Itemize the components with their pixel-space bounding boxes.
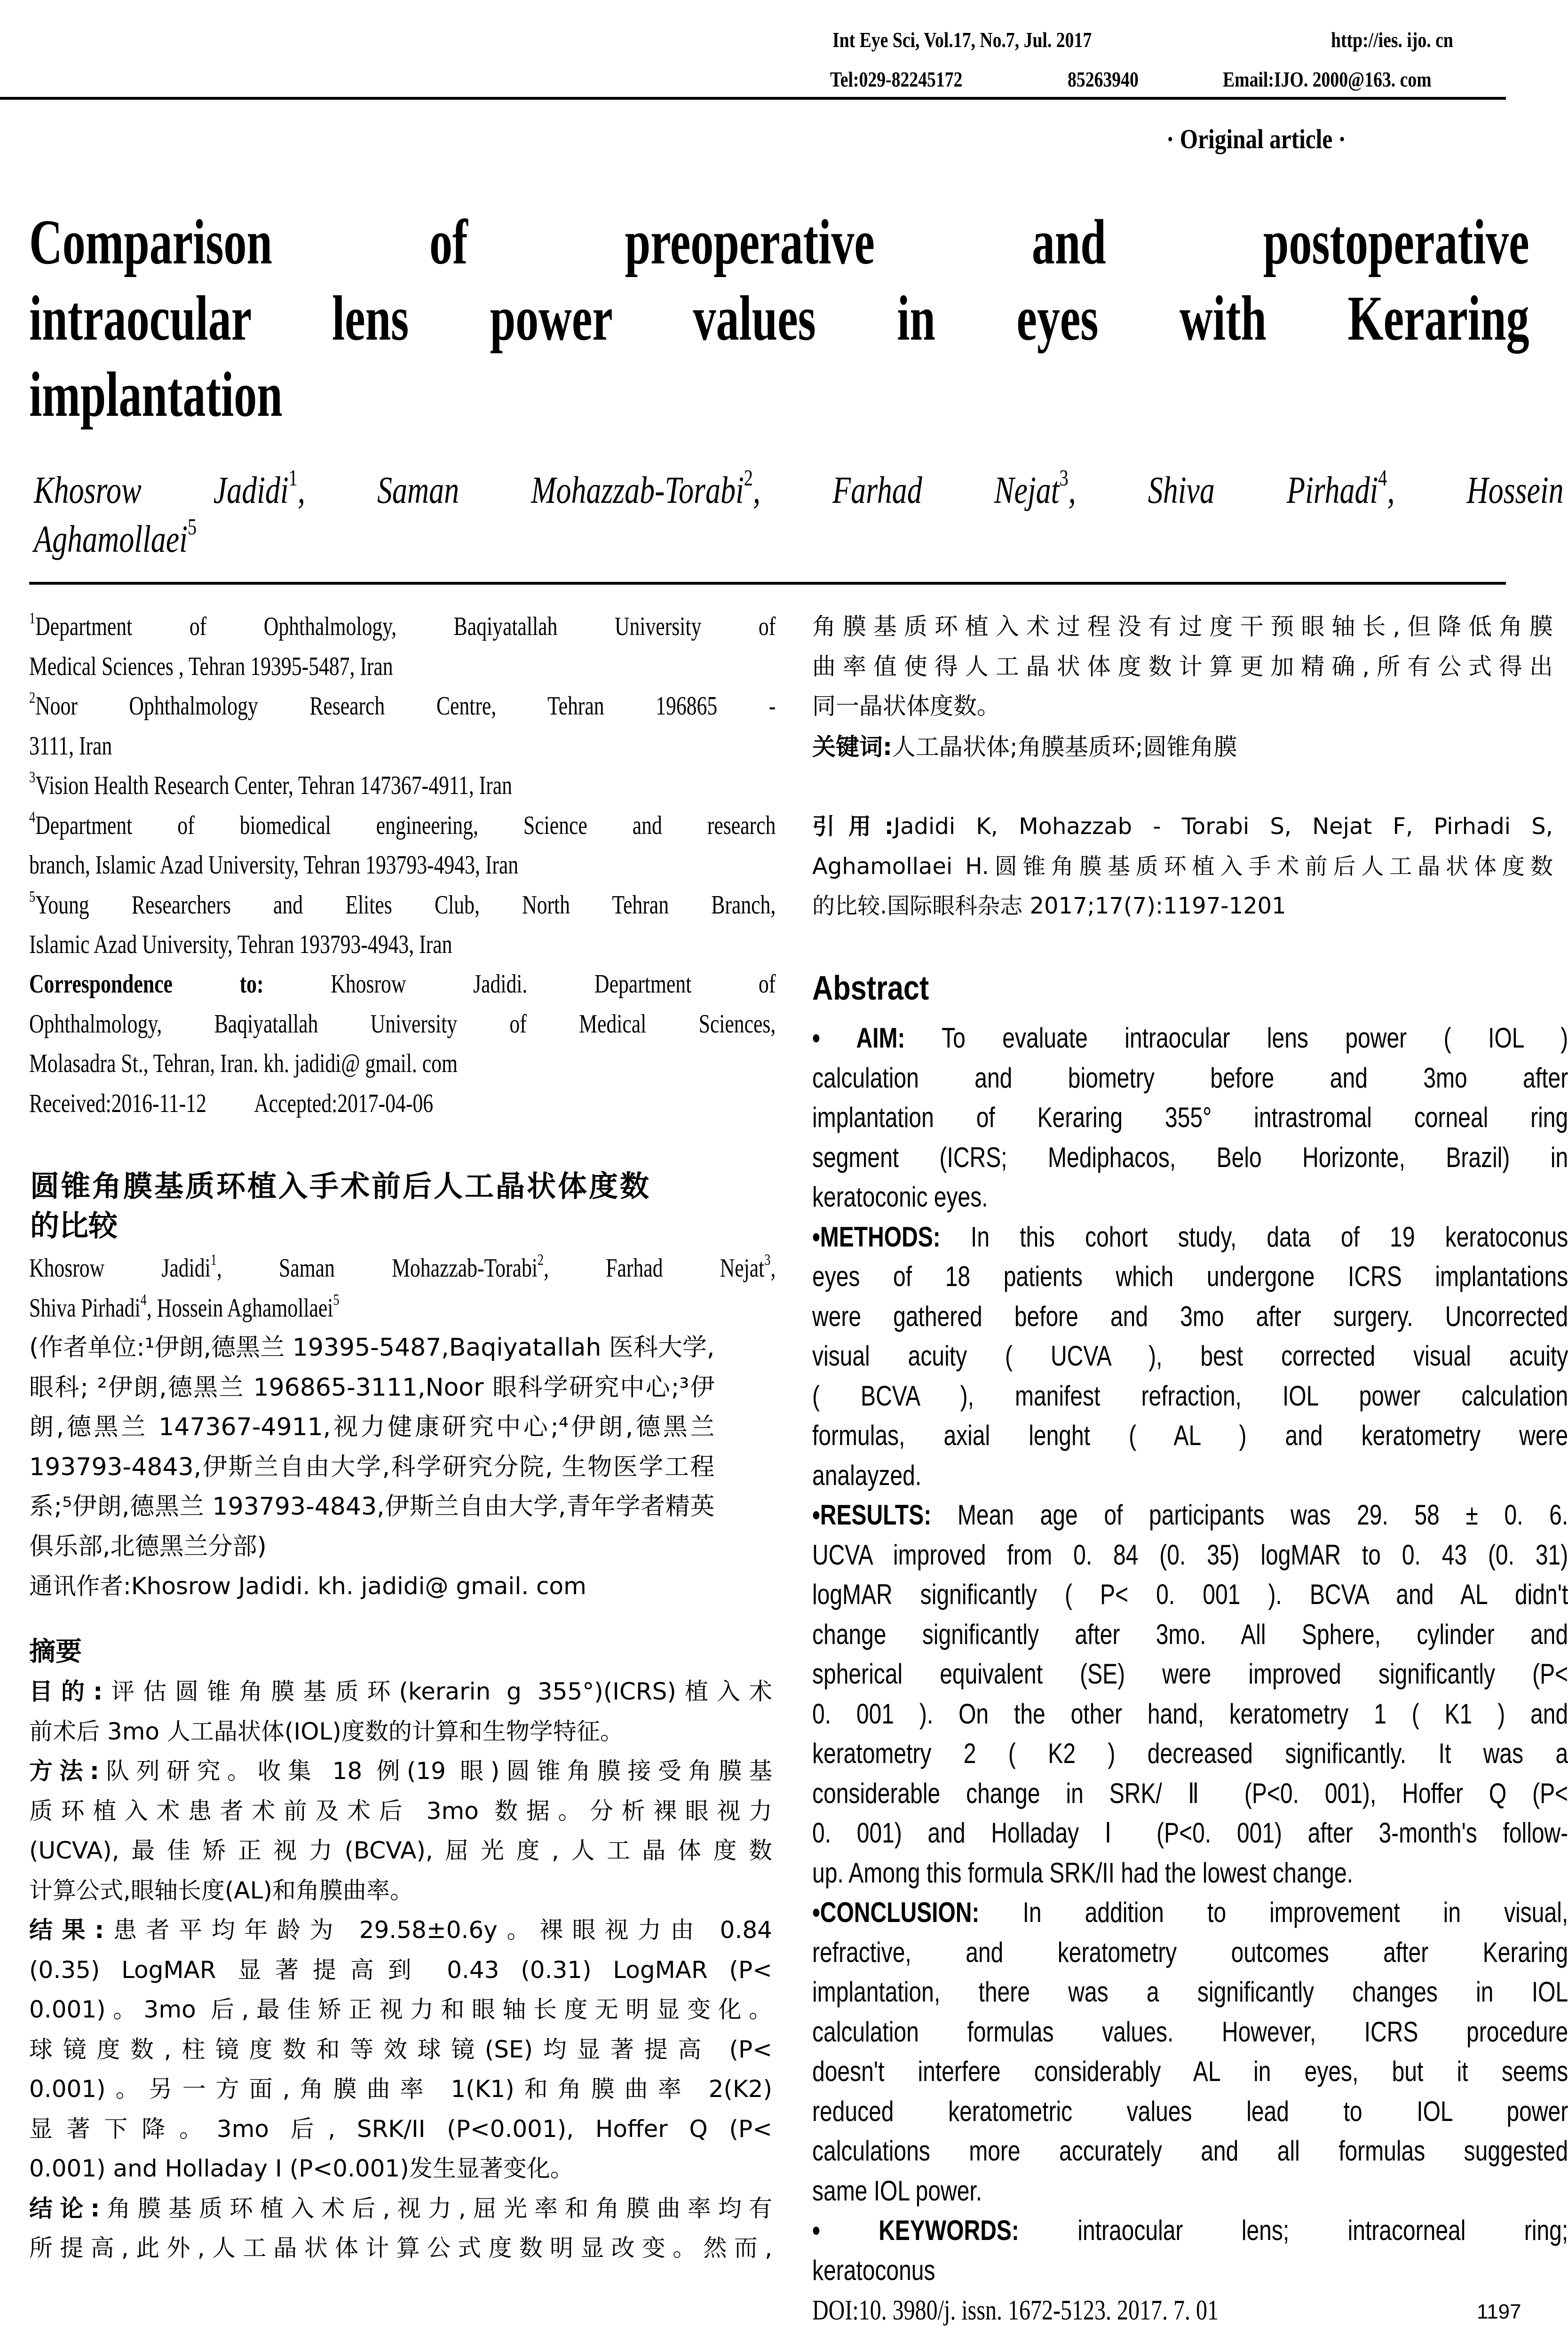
cn-abstract-heading: 摘要 bbox=[29, 1636, 82, 1667]
abstract-line-label: • KEYWORDS: bbox=[812, 2215, 1019, 2246]
abstract-line bbox=[812, 1098, 1568, 1138]
abstract-line bbox=[812, 2171, 1568, 2211]
cn-keywords bbox=[812, 727, 1237, 767]
affil-sup: 1 bbox=[29, 609, 36, 627]
journal-email[interactable]: Email:IJO. 2000@163. com bbox=[1223, 67, 1432, 91]
abstract-line bbox=[812, 1336, 1568, 1376]
affil-sup: 2 bbox=[537, 1251, 544, 1269]
abstract-line-label: •CONCLUSION: bbox=[812, 1897, 980, 1928]
abstract-body bbox=[812, 1018, 1568, 2330]
abstract-line-text: change significantly after 3mo. All Sphere, cylinder and bbox=[812, 1618, 1568, 1650]
abstract-line-label: • AIM: bbox=[812, 1022, 905, 1054]
author-name: Farhad Nejat bbox=[832, 469, 1060, 511]
authors-rule bbox=[29, 582, 1506, 585]
cn-authors bbox=[29, 1248, 776, 1328]
cn-author-name: Khosrow Jadidi bbox=[29, 1254, 211, 1283]
article-type: · Original article · bbox=[1166, 124, 1346, 154]
received-date: Received:2016-11-12 bbox=[29, 1088, 206, 1118]
abstract-line-text: implantation, there was a significantly changes in IOL bbox=[812, 1976, 1568, 2008]
journal-tel-2: 85263940 bbox=[1068, 67, 1139, 91]
cn-author-name: , Farhad Nejat bbox=[544, 1254, 765, 1283]
abstract-line-text: same IOL power. bbox=[812, 2175, 982, 2207]
abstract-line-label: •METHODS: bbox=[812, 1221, 941, 1253]
cn-title-line: 的比较 bbox=[30, 1208, 118, 1243]
cn-affil-line bbox=[29, 1328, 714, 1368]
cn-citation-line bbox=[812, 807, 1553, 847]
title-line: implantation bbox=[29, 359, 283, 430]
cn-title-line: 圆锥角膜基质环植入手术前后人工晶状体度数 bbox=[30, 1169, 651, 1203]
affiliation-line bbox=[29, 686, 776, 726]
correspondence-text: Khosrow Jadidi. Department of bbox=[331, 969, 776, 999]
cn-abstract-line-text: 前术后 3mo 人工晶状体(IOL)度数的计算和生物学特征。 bbox=[29, 1717, 624, 1745]
author-list bbox=[34, 466, 1564, 564]
abstract-line-text: 0. 001) and Holladay Ⅰ (P<0. 001) after 3-month's follow- bbox=[812, 1817, 1568, 1849]
cn-affil-line-text: 俱乐部,北德黑兰分部) bbox=[29, 1532, 267, 1561]
author-name: Khosrow Jadidi bbox=[34, 469, 289, 511]
cn-correspondence-line: 通讯作者:Khosrow Jadidi. kh. jadidi@ gmail. com bbox=[29, 1573, 586, 1600]
abstract-line bbox=[812, 1654, 1568, 1694]
cn-conclusion-line-text: 角膜基质环植入术过程没有过度干预眼轴长,但降低角膜 bbox=[812, 613, 1553, 640]
affiliation-line-text: Department of biomedical engineering, Science and research bbox=[35, 810, 776, 840]
cn-abstract-line-text: 患者平均年龄为 29.58±0.6y。裸眼视力由 0.84 bbox=[104, 1916, 772, 1944]
cn-abstract-line bbox=[29, 1672, 772, 1712]
cn-affil-line bbox=[29, 1368, 714, 1408]
cn-keywords-text: 人工晶状体;角膜基质环;圆锥角膜 bbox=[892, 733, 1237, 761]
cn-abstract-line bbox=[29, 1950, 772, 1990]
cn-conclusion-line bbox=[812, 686, 1553, 726]
abstract-line-text: calculation formulas values. However, ICRS procedure bbox=[812, 2016, 1568, 2048]
abstract-line-text: analayzed. bbox=[812, 1459, 922, 1491]
cn-affil-line-text: 眼科; ²伊朗,德黑兰 196865-3111,Noor 眼科学研究中心;³伊 bbox=[29, 1373, 715, 1402]
cn-abstract-line bbox=[29, 2069, 772, 2109]
abstract-line bbox=[812, 1416, 1568, 1456]
cn-abstract-line bbox=[29, 1871, 772, 1911]
cn-keywords-line bbox=[812, 727, 1237, 767]
abstract-line bbox=[812, 1972, 1568, 2012]
affiliation-line bbox=[29, 766, 776, 806]
cn-conclusion-line bbox=[812, 607, 1553, 647]
cn-affil-line bbox=[29, 1447, 714, 1487]
page-number: 1197 bbox=[1477, 2300, 1521, 2323]
abstract-line bbox=[812, 1217, 1568, 1257]
correspondence-label: Correspondence to: bbox=[29, 969, 264, 999]
abstract-line bbox=[812, 2092, 1568, 2132]
cn-affil-line-text: 朗,德黑兰 147367-4911,视力健康研究中心;⁴伊朗,德黑兰 bbox=[29, 1413, 715, 1441]
cn-abstract-line bbox=[29, 1712, 772, 1752]
correspondence bbox=[29, 964, 776, 1123]
abstract-line bbox=[812, 2251, 1568, 2291]
cn-author-name: , Hossein Aghamollaei bbox=[146, 1293, 333, 1323]
affiliation-line bbox=[29, 885, 776, 925]
cn-abstract-line-label: 方法: bbox=[29, 1757, 99, 1785]
cn-abstract bbox=[29, 1672, 772, 2268]
cn-abstract-line-label: 结论: bbox=[29, 2194, 100, 2222]
cn-abstract-line-text: 0.001) and Holladay I (P<0.001)发生显著变化。 bbox=[29, 2155, 574, 2182]
cn-author-name: Shiva Pirhadi bbox=[29, 1293, 141, 1323]
affiliation-line bbox=[29, 845, 776, 885]
cn-author-line bbox=[29, 1288, 776, 1328]
abstract-line bbox=[812, 1575, 1568, 1615]
abstract-line-text: To evaluate intraocular lens power ( IOL ) bbox=[942, 1022, 1568, 1054]
abstract-line-text: intraocular lens; intracorneal ring; bbox=[1077, 2215, 1568, 2246]
doi-line-text[interactable]: DOI:10. 3980/j. issn. 1672-5123. 2017. 7. 01 bbox=[812, 2295, 1219, 2326]
cn-abstract-line bbox=[29, 1831, 772, 1871]
abstract-line-text: In addition to improvement in visual, bbox=[1022, 1897, 1568, 1928]
journal-tel: Tel:029-82245172 bbox=[830, 67, 963, 91]
cn-author-name: , Saman Mohazzab-Torabi bbox=[216, 1254, 538, 1283]
affiliation-line-text: Noor Ophthalmology Research Centre, Tehran 196865 - bbox=[35, 691, 776, 721]
abstract-line-text: considerable change in SRK/ Ⅱ (P<0. 001), Hoffer Q (P< bbox=[812, 1777, 1568, 1809]
cn-abstract-line-text: 所提高,此外,人工晶状体计算公式度数明显改变。然而, bbox=[29, 2234, 772, 2262]
abstract-line bbox=[812, 1893, 1568, 1933]
affil-sup: 3 bbox=[1059, 465, 1069, 491]
cn-keywords-label: 关键词: bbox=[812, 733, 892, 761]
cn-conclusion-continued bbox=[812, 607, 1553, 726]
affiliation-line bbox=[29, 806, 776, 846]
cn-abstract-line-text: 角膜基质环植入术后,视力,屈光率和角膜曲率均有 bbox=[100, 2194, 772, 2222]
cn-abstract-line-text: 计算公式,眼轴长度(AL)和角膜曲率。 bbox=[29, 1876, 413, 1904]
affiliation-line-text: Department of Ophthalmology, Baqiyatallah University of bbox=[35, 612, 776, 641]
correspondence-line[interactable]: Molasadra St., Tehran, Iran. kh. jadidi@ gmail. com bbox=[29, 1049, 458, 1078]
header-rule bbox=[0, 97, 1506, 100]
abstract-line-text: implantation of Keraring 355° intrastromal corneal ring bbox=[812, 1102, 1568, 1133]
affiliation-line-text: Vision Health Research Center, Tehran 147367-4911, Iran bbox=[35, 771, 513, 800]
abstract-line-text: 0. 001 ). On the other hand, keratometry 1 ( K1 ) and bbox=[812, 1698, 1568, 1730]
cn-author-line bbox=[29, 1248, 776, 1288]
abstract-line-text: ( BCVA ), manifest refraction, IOL power calculation bbox=[812, 1380, 1568, 1412]
abstract-line bbox=[812, 1177, 1568, 1217]
abstract-line bbox=[812, 1734, 1568, 1774]
affil-sup: 3 bbox=[764, 1251, 771, 1269]
cn-abstract-line-label: 结果: bbox=[29, 1916, 104, 1944]
author-name: Saman Mohazzab-Torabi bbox=[377, 469, 744, 511]
abstract-line bbox=[812, 1376, 1568, 1416]
affil-sup: 5 bbox=[29, 888, 36, 905]
cn-affil-line-text: 系;⁵伊朗,德黑兰 193793-4843,伊斯兰自由大学,青年学者精英 bbox=[29, 1493, 715, 1521]
abstract-line-text: eyes of 18 patients which undergone ICRS implantations bbox=[812, 1261, 1568, 1292]
affil-sup: 2 bbox=[744, 465, 753, 491]
affiliation-line-text: 3111, Iran bbox=[29, 731, 112, 761]
cn-title bbox=[30, 1167, 764, 1246]
cn-correspondence bbox=[29, 1566, 586, 1606]
cn-abstract-line-text: 0.001)。另一方面,角膜曲率 1(K1)和角膜曲率 2(K2) bbox=[29, 2075, 772, 2103]
abstract-line-text: keratoconic eyes. bbox=[812, 1181, 988, 1213]
affil-sup: 2 bbox=[29, 689, 36, 707]
cn-abstract-line bbox=[29, 1910, 772, 1950]
abstract-line-text: spherical equivalent (SE) were improved significantly (P< bbox=[812, 1658, 1568, 1690]
cn-affil-line bbox=[29, 1527, 714, 1567]
article-title bbox=[29, 204, 1529, 433]
abstract-heading: Abstract bbox=[812, 969, 929, 1007]
cn-abstract-line-text: 队列研究。收集 18 例(19 眼)圆锥角膜接受角膜基 bbox=[99, 1757, 772, 1785]
cn-citation-line-text: Jadidi K, Mohazzab - Torabi S, Nejat F, Pirhadi S, bbox=[893, 813, 1553, 840]
cn-abstract-line bbox=[29, 2189, 772, 2229]
affiliation-line bbox=[29, 647, 776, 687]
cn-abstract-line-text: 0.001)。3mo 后,最佳矫正视力和眼轴长度无明显变化。 bbox=[29, 1996, 772, 2023]
abstract-line bbox=[812, 1615, 1568, 1655]
cn-affil-line-text: (作者单位:¹伊朗,德黑兰 19395-5487,Baqiyatallah 医科大学, bbox=[29, 1334, 715, 1362]
affiliation-line bbox=[29, 607, 776, 647]
affiliation-line bbox=[29, 925, 776, 965]
author-name: Hossein bbox=[1466, 469, 1564, 511]
affiliation-line bbox=[29, 726, 776, 766]
cn-abstract-line-text: 显著下降。3mo 后, SRK/II (P<0.001), Hoffer Q (P< bbox=[29, 2115, 772, 2143]
cn-abstract-line-text: 评估圆锥角膜基质环(kerarin g 355°)(ICRS)植入术 bbox=[103, 1678, 772, 1705]
abstract-line-text: were gathered before and 3mo after surgery. Uncorrected bbox=[812, 1300, 1568, 1332]
affil-sup: 5 bbox=[187, 514, 197, 540]
doi-line bbox=[812, 2290, 1568, 2330]
author-line: Khosrow Jadidi$^1$, Saman Mohazzab-Torabi$^2$, Farhad Nejat$^3$, Shiva Pirhadi$^4$, Hossein bbox=[34, 465, 1564, 511]
abstract-line-text: refractive, and keratometry outcomes after Keraring bbox=[812, 1936, 1568, 1968]
cn-abstract-line bbox=[29, 2030, 772, 2070]
affil-sup: 3 bbox=[29, 768, 36, 786]
cn-abstract-line-text: (0.35) LogMAR 显著提高到 0.43 (0.31) LogMAR (P< bbox=[29, 1956, 772, 1984]
affil-sup: 1 bbox=[210, 1251, 217, 1269]
abstract-line-text: up. Among this formula SRK/II had the lowest change. bbox=[812, 1857, 1353, 1889]
abstract-line bbox=[812, 1456, 1568, 1496]
title-line: Comparison of preoperative and postoperative bbox=[29, 207, 1529, 278]
affil-sup: 4 bbox=[140, 1291, 147, 1309]
abstract-line bbox=[812, 1853, 1568, 1893]
cn-citation-line-text: 的比较.国际眼科杂志 2017;17(7):1197-1201 bbox=[812, 893, 1286, 919]
abstract-line bbox=[812, 1774, 1568, 1814]
cn-conclusion-line bbox=[812, 647, 1553, 687]
title-line: intraocular lens power values in eyes with Keraring bbox=[29, 283, 1529, 354]
cn-abstract-line bbox=[29, 1990, 772, 2030]
correspondence-line bbox=[29, 964, 776, 1004]
abstract-line bbox=[812, 1535, 1568, 1575]
cn-abstract-line bbox=[29, 2109, 772, 2149]
abstract-line bbox=[812, 2131, 1568, 2171]
affiliation-line-text: Medical Sciences , Tehran 19395-5487, Iran bbox=[29, 651, 393, 681]
abstract-line bbox=[812, 1297, 1568, 1337]
abstract-line-text: keratoconus bbox=[812, 2254, 935, 2286]
abstract-line-text: doesn't interfere considerably AL in eyes, but it seems bbox=[812, 2056, 1568, 2087]
cn-abstract-line bbox=[29, 1751, 772, 1791]
author-line bbox=[34, 515, 1564, 564]
abstract-line bbox=[812, 2211, 1568, 2251]
abstract-line-text: calculations more accurately and all formulas suggested bbox=[812, 2135, 1568, 2167]
affiliation-line-text: Young Researchers and Elites Club, North Tehran Branch, bbox=[35, 890, 776, 920]
journal-citation: Int Eye Sci, Vol.17, No.7, Jul. 2017 bbox=[832, 28, 1092, 52]
cn-citation-line bbox=[812, 886, 1553, 926]
affiliation-line-text: branch, Islamic Azad University, Tehran 193793-4943, Iran bbox=[29, 850, 519, 880]
abstract-line-text: segment (ICRS; Mediphacos, Belo Horizonte, Brazil) in bbox=[812, 1141, 1568, 1173]
cn-abstract-line-text: (UCVA),最佳矫正视力(BCVA),屈光度,人工晶体度数 bbox=[29, 1837, 772, 1864]
abstract-line-text: UCVA improved from 0. 84 (0. 35) logMAR to 0. 43 (0. 31) bbox=[812, 1539, 1568, 1571]
affil-sup: 4 bbox=[29, 808, 36, 826]
cn-abstract-line-label: 目的: bbox=[29, 1678, 103, 1705]
abstract-line bbox=[812, 2012, 1568, 2052]
abstract-line-text: In this cohort study, data of 19 keratoconus bbox=[970, 1221, 1568, 1253]
cn-affiliations bbox=[29, 1328, 714, 1566]
cn-citation-line-text: Aghamollaei H.圆锥角膜基质环植入手术前后人工晶状体度数 bbox=[812, 853, 1553, 880]
cn-affil-line bbox=[29, 1487, 714, 1527]
cn-abstract-line bbox=[29, 2149, 772, 2189]
cn-affil-line bbox=[29, 1407, 714, 1447]
abstract-line bbox=[812, 1813, 1568, 1853]
abstract-line bbox=[812, 1694, 1568, 1734]
abstract-line bbox=[812, 1018, 1568, 1058]
abstract-line-label: •RESULTS: bbox=[812, 1499, 932, 1531]
abstract-line bbox=[812, 1933, 1568, 1973]
affil-sup: 1 bbox=[288, 465, 298, 491]
affil-sup: 5 bbox=[333, 1291, 340, 1309]
affiliation-line-text: Islamic Azad University, Tehran 193793-4943, Iran bbox=[29, 930, 452, 959]
abstract-line-text: formulas, axial lenght ( AL ) and keratometry were bbox=[812, 1420, 1568, 1451]
abstract-line-text: Mean age of participants was 29. 58 ± 0. 6. bbox=[957, 1499, 1568, 1531]
cn-citation-line-label: 引用: bbox=[812, 813, 894, 840]
cn-conclusion-line-text: 曲率值使得人工晶状体度数计算更加精确,所有公式得出 bbox=[812, 652, 1553, 680]
cn-conclusion-line-text: 同一晶状体度数。 bbox=[812, 692, 1000, 720]
cn-abstract-line bbox=[29, 1791, 772, 1831]
abstract-line-text: visual acuity ( UCVA ), best corrected visual acuity bbox=[812, 1340, 1568, 1372]
affiliations bbox=[29, 607, 776, 965]
abstract-line-text: calculation and biometry before and 3mo after bbox=[812, 1062, 1568, 1094]
abstract-line bbox=[812, 1257, 1568, 1297]
affil-sup: 4 bbox=[1378, 465, 1387, 491]
abstract-line bbox=[812, 2052, 1568, 2092]
abstract-line bbox=[812, 1058, 1568, 1098]
abstract-line bbox=[812, 1138, 1568, 1178]
journal-url[interactable]: http://ies. ijo. cn bbox=[1331, 28, 1453, 52]
cn-affil-line-text: 193793-4843,伊斯兰自由大学,科学研究分院, 生物医学工程 bbox=[29, 1453, 715, 1481]
cn-abstract-line-text: 质环植入术患者术前及术后 3mo 数据。分析裸眼视力 bbox=[29, 1797, 772, 1825]
author-name: Shiva Pirhadi bbox=[1148, 469, 1378, 511]
cn-abstract-line bbox=[29, 2228, 772, 2268]
abstract-line-text: keratometry 2 ( K2 ) decreased significantly. It was a bbox=[812, 1738, 1568, 1769]
abstract-line-text: logMAR significantly ( P< 0. 001 ). BCVA and AL didn't bbox=[812, 1579, 1568, 1610]
dates-line bbox=[29, 1084, 776, 1124]
abstract-line-text: reduced keratometric values lead to IOL power bbox=[812, 2095, 1568, 2127]
cn-citation bbox=[812, 807, 1553, 926]
correspondence-line: Ophthalmology, Baqiyatallah University of Medical Sciences, bbox=[29, 1009, 776, 1039]
accepted-date: Accepted:2017-04-06 bbox=[254, 1088, 434, 1118]
cn-citation-line bbox=[812, 847, 1553, 887]
cn-abstract-line-text: 球镜度数,柱镜度数和等效球镜(SE)均显著提高 (P< bbox=[29, 2035, 772, 2063]
cn-author-name: , bbox=[770, 1254, 776, 1283]
abstract-line bbox=[812, 1495, 1568, 1535]
author-name: Aghamollaei bbox=[34, 517, 188, 560]
